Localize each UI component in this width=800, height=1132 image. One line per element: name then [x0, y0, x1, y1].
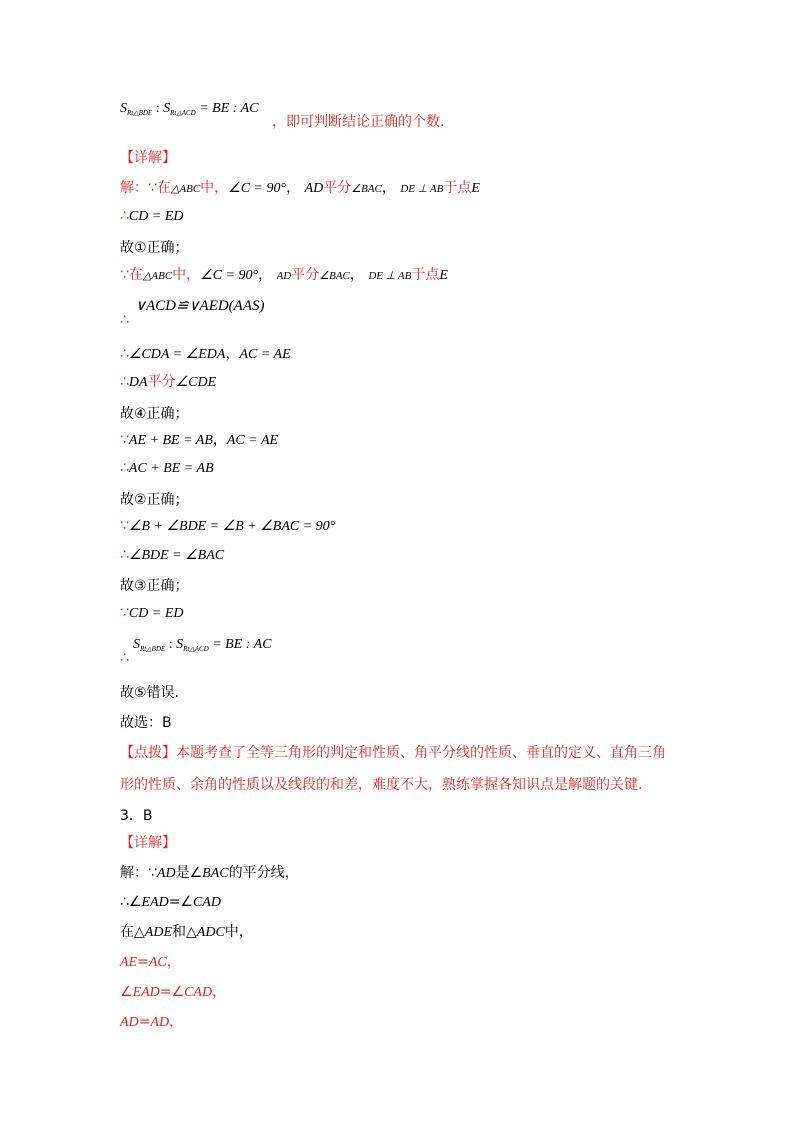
because-symbol: ∵	[120, 605, 129, 621]
solution-line-1	[120, 178, 480, 199]
math: AC = AE	[226, 433, 279, 448]
text: 的平分线，	[228, 865, 299, 881]
answer-choice: 故选：B	[120, 715, 172, 731]
text: ∴∠	[120, 894, 142, 910]
cd-ed-line	[120, 206, 183, 227]
ratio-line-top	[120, 98, 259, 123]
bisect-line	[120, 372, 216, 393]
math: DA	[128, 375, 148, 390]
text: 中，	[172, 267, 201, 283]
math: AE	[120, 955, 138, 970]
subscript: Rt△ACD	[170, 109, 196, 117]
text: 中，	[200, 180, 229, 196]
because-symbol: ∵	[120, 518, 129, 534]
ratio-rest: = BE : AC	[195, 101, 259, 116]
s3-line-5	[120, 982, 226, 1003]
math: ∠BDE = ∠BAC	[128, 548, 225, 563]
text: ，	[212, 432, 227, 448]
math: CAD	[192, 895, 221, 910]
math: ∠CDE	[175, 375, 217, 390]
question-3-answer: 3．B	[120, 808, 153, 824]
subscript: Rt△ACD	[183, 645, 209, 653]
math: CAD	[184, 985, 213, 1000]
text: 中，	[224, 924, 253, 940]
therefore-symbol: ∴	[120, 374, 129, 390]
detail-header: 【详解】	[120, 150, 176, 166]
text: ，	[258, 267, 273, 283]
ratio-rest: = BE : AC	[208, 637, 272, 652]
text: 是∠	[175, 865, 203, 881]
math: △ABC	[142, 270, 173, 282]
math: DE ⊥ AB	[368, 270, 412, 282]
conclusion-2: 故②正确；	[120, 492, 189, 508]
math: EAD	[141, 895, 169, 910]
math: AD	[120, 1015, 139, 1030]
s-symbol: S	[120, 101, 127, 116]
therefore-symbol: ∴	[120, 346, 129, 362]
conclusion-4: 故④正确；	[120, 406, 189, 422]
colon: :	[152, 101, 164, 116]
text: 平分	[291, 267, 320, 283]
s-symbol: S	[133, 637, 140, 652]
math: ∠BAC	[351, 183, 382, 195]
text: ，	[166, 954, 181, 970]
math: E	[471, 181, 480, 196]
math: ADE	[144, 925, 172, 940]
ae-be-line	[120, 430, 278, 451]
math: AD	[304, 181, 324, 196]
s3-line-1	[120, 863, 299, 884]
text: 解：∵在	[120, 180, 171, 196]
conclusion-1: 故①正确；	[120, 240, 189, 256]
conclusion-text: ，即可判断结论正确的个数.	[272, 114, 445, 130]
text: 和△	[172, 924, 197, 940]
subscript: Rt△BDE	[140, 645, 166, 653]
math: EAD	[132, 985, 160, 1000]
because-line-2	[120, 265, 448, 286]
math: ∠BAC	[319, 270, 350, 282]
s3-line-2	[120, 892, 221, 913]
text: ，	[225, 346, 240, 362]
text: ，	[286, 180, 301, 196]
math: AD	[156, 866, 176, 881]
math: CD = ED	[128, 606, 184, 621]
angles-line	[120, 344, 291, 365]
text: ∠	[120, 984, 133, 1000]
bde-bac-line	[120, 545, 224, 566]
conclusion-3: 故③正确；	[120, 578, 189, 594]
text: ，	[381, 180, 396, 196]
therefore-symbol: ∴	[120, 312, 129, 328]
therefore-symbol: ∴	[120, 547, 129, 563]
math: ∨ACD≌∨AED(AAS)	[135, 298, 265, 314]
math: AC = AE	[239, 347, 291, 362]
text: ，	[212, 984, 227, 1000]
tip-line-1	[120, 743, 666, 763]
math: E	[439, 268, 448, 283]
text: =	[137, 954, 149, 970]
s-symbol: S	[176, 637, 184, 652]
math: AC + BE = AB	[128, 461, 214, 476]
math: △ABC	[170, 183, 201, 195]
math: ∠C = 90°	[228, 181, 287, 196]
angle-sum-line	[120, 516, 335, 537]
s3-line-4	[120, 952, 181, 973]
text: 解：∵	[120, 865, 157, 881]
cd-ed-line-2	[120, 603, 183, 624]
math: BAC	[202, 866, 229, 881]
tip-text: 本题考查了全等三角形的判定和性质、角平分线的性质、垂直的定义、直角三角	[176, 745, 666, 761]
tip-label: 【点拨】	[120, 745, 176, 761]
math: AD	[276, 270, 292, 282]
text: 于点	[411, 267, 440, 283]
text: 于点	[443, 180, 472, 196]
text: =∠	[159, 984, 185, 1000]
text: 平分	[323, 180, 352, 196]
text: =∠	[168, 894, 193, 910]
text: ，	[349, 267, 364, 283]
congruent-line	[135, 296, 265, 316]
s3-line-3	[120, 922, 253, 943]
text: =	[138, 1014, 151, 1030]
ratio-line	[133, 634, 272, 659]
therefore-symbol: ∴	[120, 650, 129, 666]
therefore-symbol: ∴	[120, 460, 129, 476]
detail-header-2: 【详解】	[120, 835, 176, 851]
subscript: Rt△BDE	[127, 109, 153, 117]
text: 在△	[120, 924, 145, 940]
s3-line-6	[120, 1012, 183, 1033]
ac-be-line	[120, 458, 214, 479]
therefore-symbol: ∴	[120, 208, 129, 224]
tip-line-2: 形的性质、余角的性质以及线段的和差，难度不大，熟练掌握各知识点是解题的关键.	[120, 777, 643, 793]
math: AC	[148, 955, 167, 970]
conclusion-5: 故⑤错误.	[120, 685, 180, 701]
math: AE + BE = AB	[128, 433, 213, 448]
math: ∠C = 90°	[200, 268, 259, 283]
text: 平分	[147, 374, 176, 390]
math: ADC	[196, 925, 225, 940]
math: DE ⊥ AB	[400, 183, 444, 195]
text: ∵在	[120, 267, 143, 283]
math: ∠CDA = ∠EDA	[128, 347, 226, 362]
colon: :	[165, 637, 177, 652]
s-symbol: S	[163, 101, 171, 116]
math: AD	[150, 1015, 170, 1030]
text: ，	[169, 1014, 184, 1030]
math: CD = ED	[128, 209, 184, 224]
because-symbol: ∵	[120, 432, 129, 448]
math: ∠B + ∠BDE = ∠B + ∠BAC = 90°	[128, 519, 336, 534]
